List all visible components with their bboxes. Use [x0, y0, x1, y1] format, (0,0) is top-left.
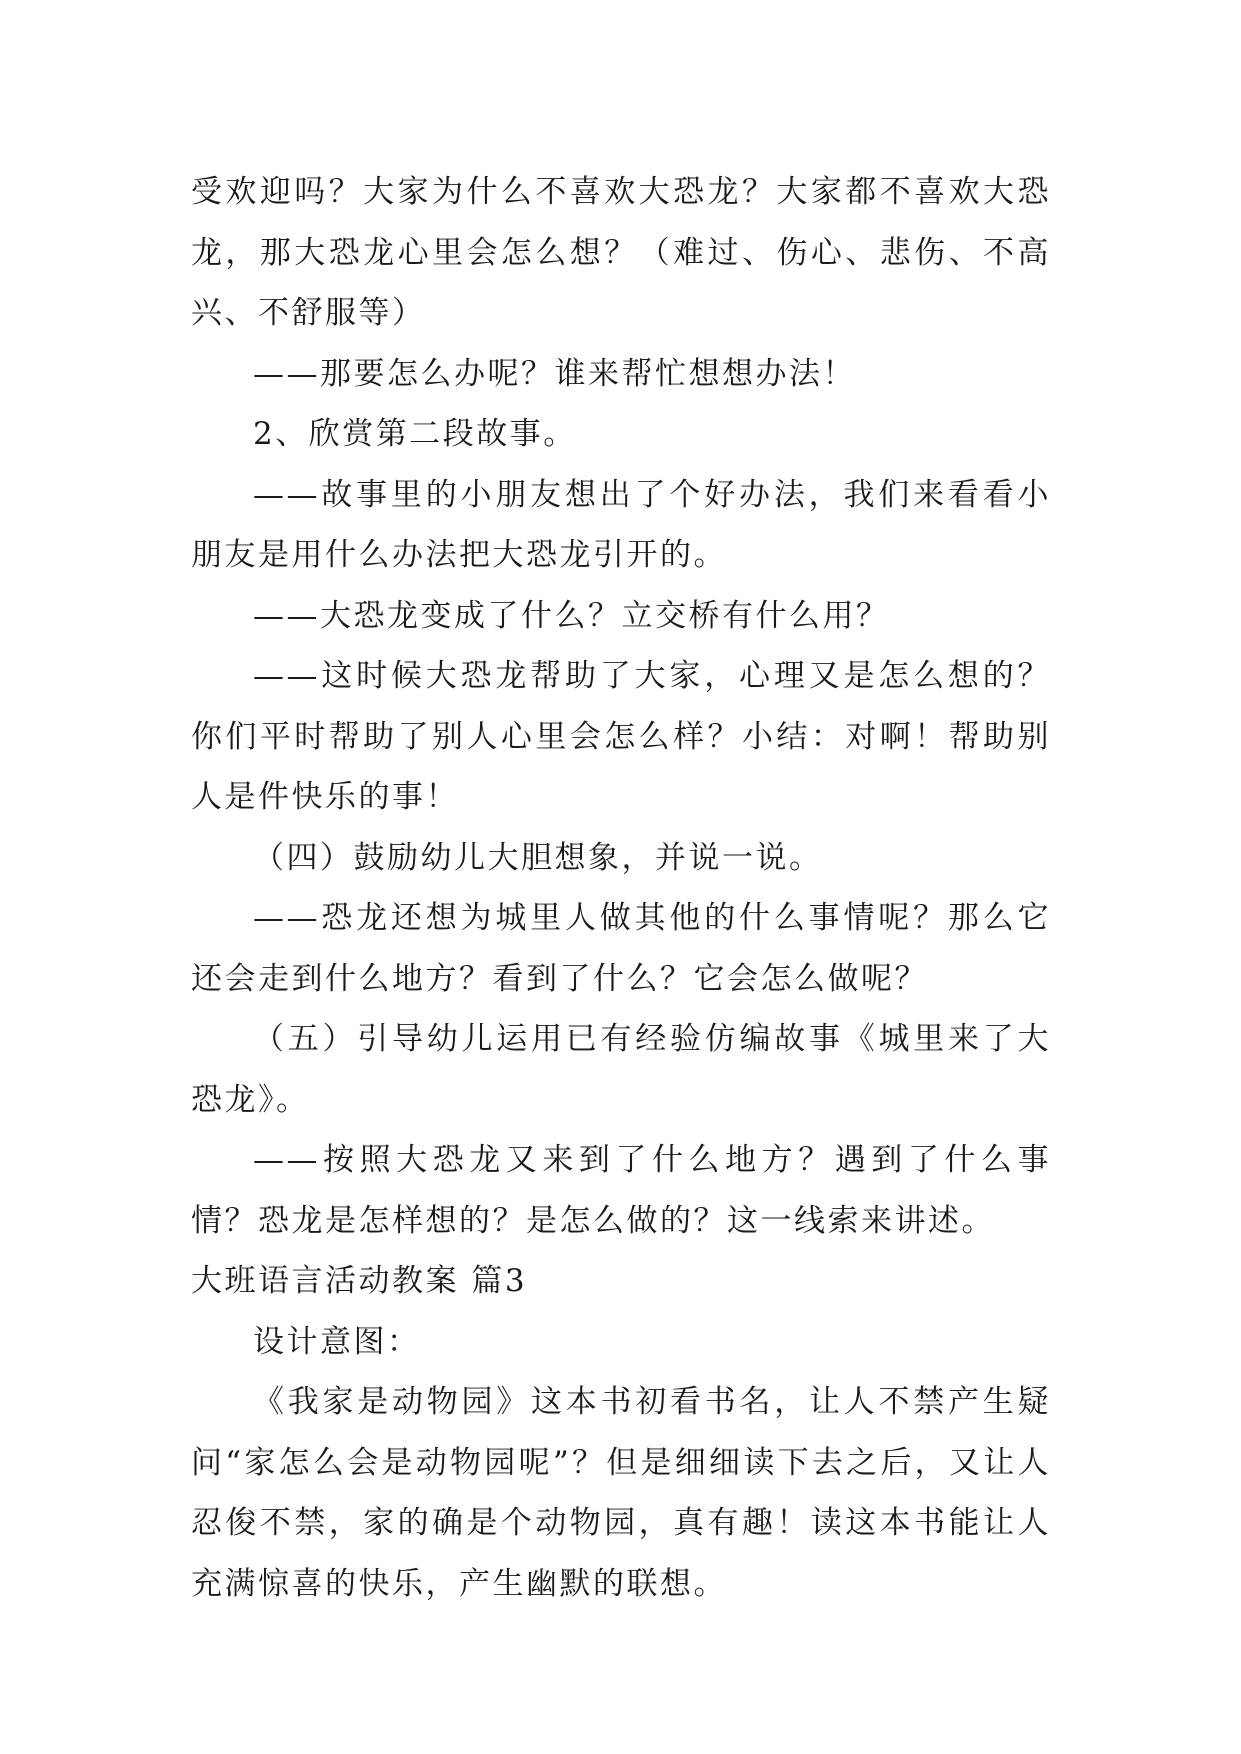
paragraph-7: （四）鼓励幼儿大胆想象，并说一说。 [253, 839, 823, 876]
paragraph-10: ——按照大恐龙又来到了什么地方？遇到了什么事情？恐龙是怎样想的？是怎么做的？这一线索来讲述。 [191, 1142, 1051, 1239]
paragraph-6: ——这时候大恐龙帮助了大家，心理又是怎么想的？你们平时帮助了别人心里会怎么样？小结：对啊！帮助别人是件快乐的事！ [191, 658, 1051, 815]
section-paragraph-1: 设计意图： [253, 1323, 421, 1360]
paragraph-9: （五）引导幼儿运用已有经验仿编故事《城里来了大恐龙》。 [191, 1021, 1051, 1118]
document-body [191, 162, 1051, 1614]
paragraph-8: ——恐龙还想为城里人做其他的什么事情呢？那么它还会走到什么地方？看到了什么？它会怎么做呢？ [191, 900, 1051, 997]
paragraph-4: ——故事里的小朋友想出了个好办法，我们来看看小朋友是用什么办法把大恐龙引开的。 [191, 476, 1051, 573]
paragraph-5: ——大恐龙变成了什么？立交桥有什么用？ [253, 597, 890, 634]
paragraph-1: 受欢迎吗？大家为什么不喜欢大恐龙？大家都不喜欢大恐龙，那大恐龙心里会怎么想？（难过、伤心、悲伤、不高兴、不舒服等） [191, 174, 1051, 331]
section-title: 大班语言活动教案 篇3 [191, 1263, 528, 1299]
section-paragraph-2: 《我家是动物园》这本书初看书名，让人不禁产生疑问“家怎么会是动物园呢”？但是细细读下去之后，又让人忍俊不禁，家的确是个动物园，真有趣！读这本书能让人充满惊喜的快乐，产生幽默的联想。 [191, 1384, 1051, 1602]
paragraph-2: ——那要怎么办呢？谁来帮忙想想办法！ [253, 355, 856, 392]
paragraph-3: 2、欣赏第二段故事。 [253, 416, 577, 452]
